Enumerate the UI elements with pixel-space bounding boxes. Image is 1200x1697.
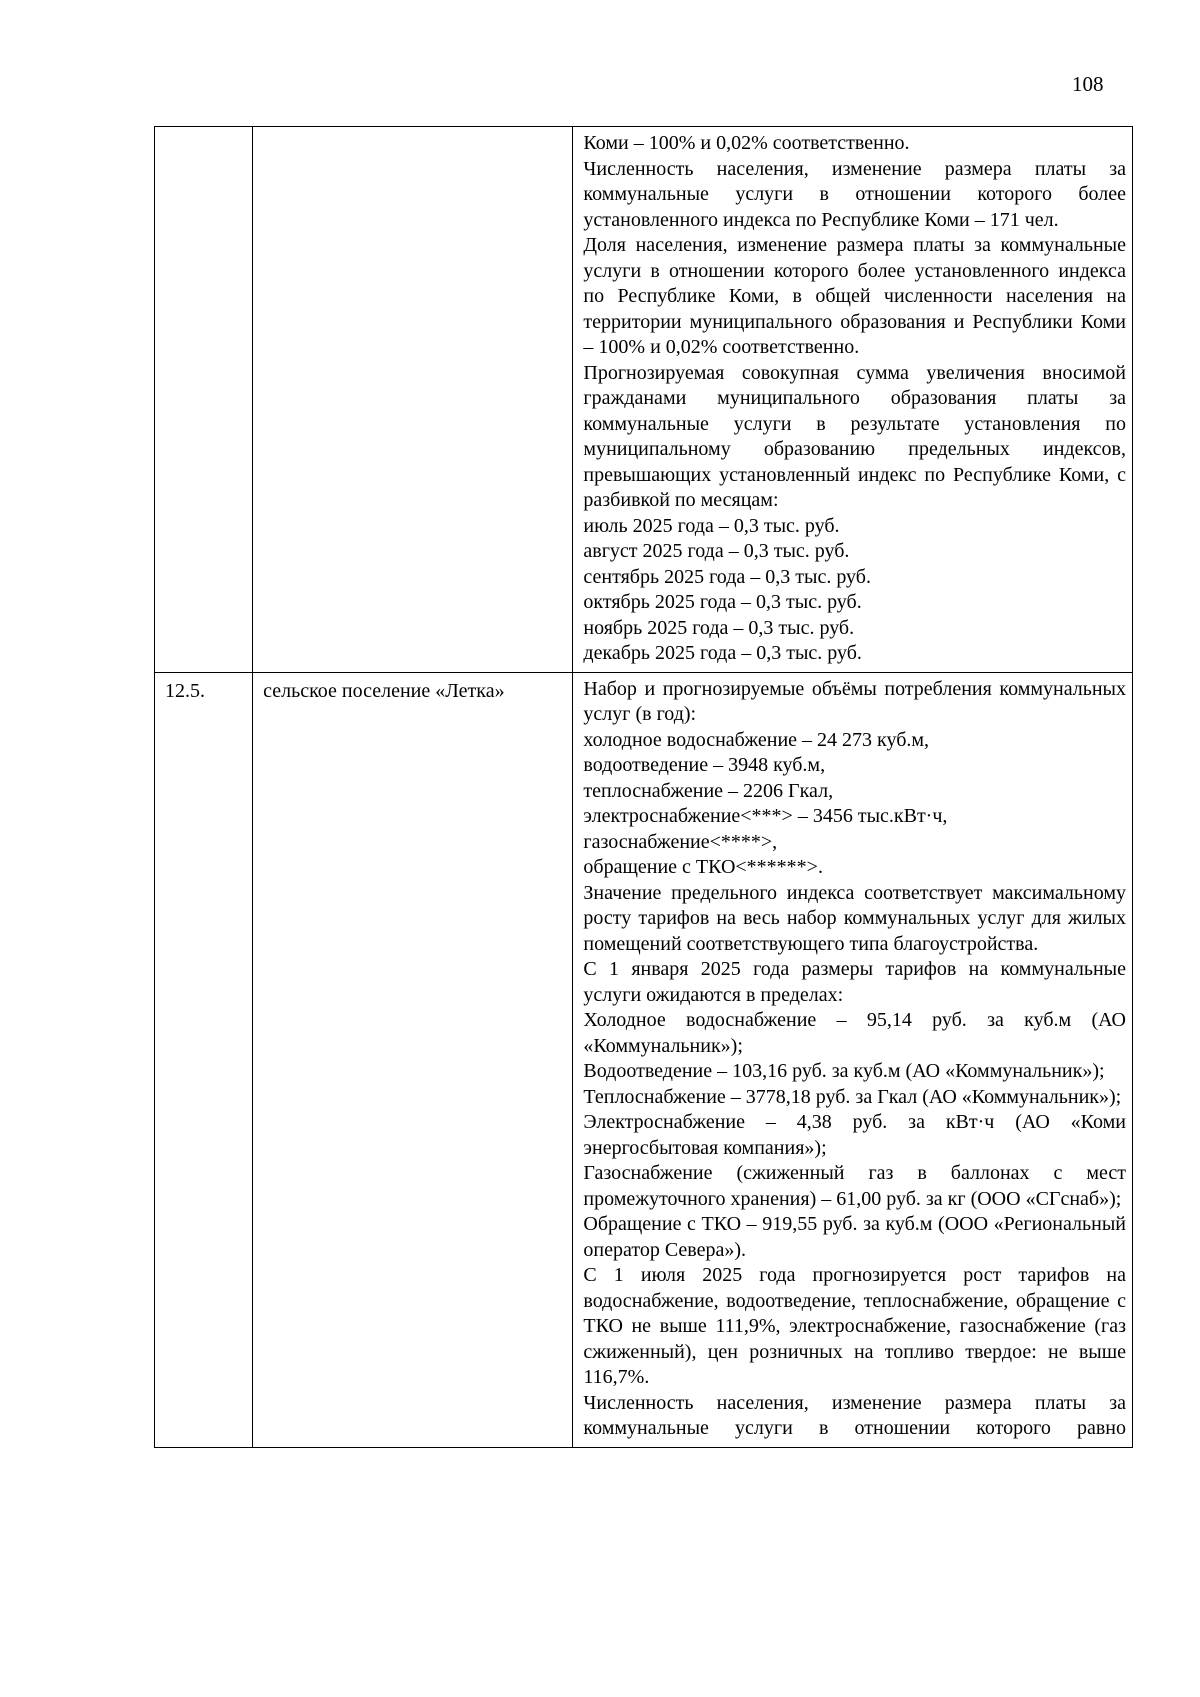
description-cell xyxy=(573,127,1133,673)
tariff-item: Газоснабжение (сжиженный газ в баллонах с мест промежуточного хранения) – 61,00 руб. за кг (ООО «СГснаб»); xyxy=(583,1162,1126,1210)
list-item: обращение с ТКО<******>. xyxy=(583,856,823,878)
row-number-cell: 12.5. xyxy=(155,672,253,1447)
municipality-name-cell xyxy=(253,127,573,673)
text-paragraph: Численность населения, изменение размера платы за коммунальные услуги в отношении которого равно xyxy=(583,1391,1126,1439)
tariff-item: Электроснабжение – 4,38 руб. за кВт·ч (АО «Коми энергосбытовая компания»); xyxy=(583,1111,1126,1159)
list-item: август 2025 года – 0,3 тыс. руб. xyxy=(583,540,850,562)
list-item: сентябрь 2025 года – 0,3 тыс. руб. xyxy=(583,565,871,588)
tariff-item: Обращение с ТКО – 919,55 руб. за куб.м (ООО «Региональный оператор Севера»). xyxy=(583,1213,1126,1261)
text-paragraph: Коми – 100% и 0,02% соответственно. xyxy=(583,132,910,154)
tariff-table xyxy=(154,126,1133,1448)
list-item: октябрь 2025 года – 0,3 тыс. руб. xyxy=(583,591,862,613)
row-number-cell xyxy=(155,127,253,673)
tariff-item: Водоотведение – 103,16 руб. за куб.м (АО «Коммунальник»); xyxy=(583,1060,1105,1082)
page-number: 108 xyxy=(1072,72,1104,96)
municipality-name-cell: сельское поселение «Летка» xyxy=(253,672,573,1447)
text-paragraph: С 1 июля 2025 года прогнозируется рост тарифов на водоснабжение, водоотведение, теплоснабжение, обращение с ТКО не выше 111,9%, электроснабжение, газоснабжение (газ сжиженный), цен розничных на топливо твердое: не выше 116,7%. xyxy=(583,1264,1126,1388)
list-item: декабрь 2025 года – 0,3 тыс. руб. xyxy=(583,642,862,664)
text-paragraph: Численность населения, изменение размера платы за коммунальные услуги в отношении которого более установленного индекса по Республике Коми – 171 чел. xyxy=(583,157,1126,231)
tariff-item: Холодное водоснабжение – 95,14 руб. за куб.м (АО «Коммунальник»); xyxy=(583,1009,1126,1057)
tariff-item: Теплоснабжение – 3778,18 руб. за Гкал (АО «Коммунальник»); xyxy=(583,1085,1122,1108)
description-cell xyxy=(573,672,1133,1447)
text-paragraph: Набор и прогнозируемые объёмы потребления коммунальных услуг (в год): xyxy=(583,677,1126,725)
text-paragraph: Доля населения, изменение размера платы за коммунальные услуги в отношении которого более установленного индекса по Республике Коми, в общей численности населения на территории муниципального образования и Республики Коми – 100% и 0,02% соответственно. xyxy=(583,234,1126,358)
list-item: ноябрь 2025 года – 0,3 тыс. руб. xyxy=(583,616,855,639)
text-paragraph: Прогнозируемая совокупная сумма увеличения вносимой гражданами муниципального образования платы за коммунальные услуги в результате установления по муниципальному образованию предельных индексов, превышающих установленный индекс по Республике Коми, с разбивкой по месяцам: xyxy=(583,361,1126,511)
text-paragraph: Значение предельного индекса соответствует максимальному росту тарифов на весь набор коммунальных услуг для жилых помещений соответствующего типа благоустройства. xyxy=(583,881,1126,955)
list-item: теплоснабжение – 2206 Гкал, xyxy=(583,779,834,802)
text-paragraph: С 1 января 2025 года размеры тарифов на коммунальные услуги ожидаются в пределах: xyxy=(583,958,1126,1006)
list-item: электроснабжение<***> – 3456 тыс.кВт·ч, xyxy=(583,805,948,827)
table-row xyxy=(155,127,1133,673)
list-item: газоснабжение<****>, xyxy=(583,830,778,853)
table-row xyxy=(155,672,1133,1447)
list-item: июль 2025 года – 0,3 тыс. руб. xyxy=(583,514,840,537)
list-item: холодное водоснабжение – 24 273 куб.м, xyxy=(583,728,930,751)
list-item: водоотведение – 3948 куб.м, xyxy=(583,754,826,776)
